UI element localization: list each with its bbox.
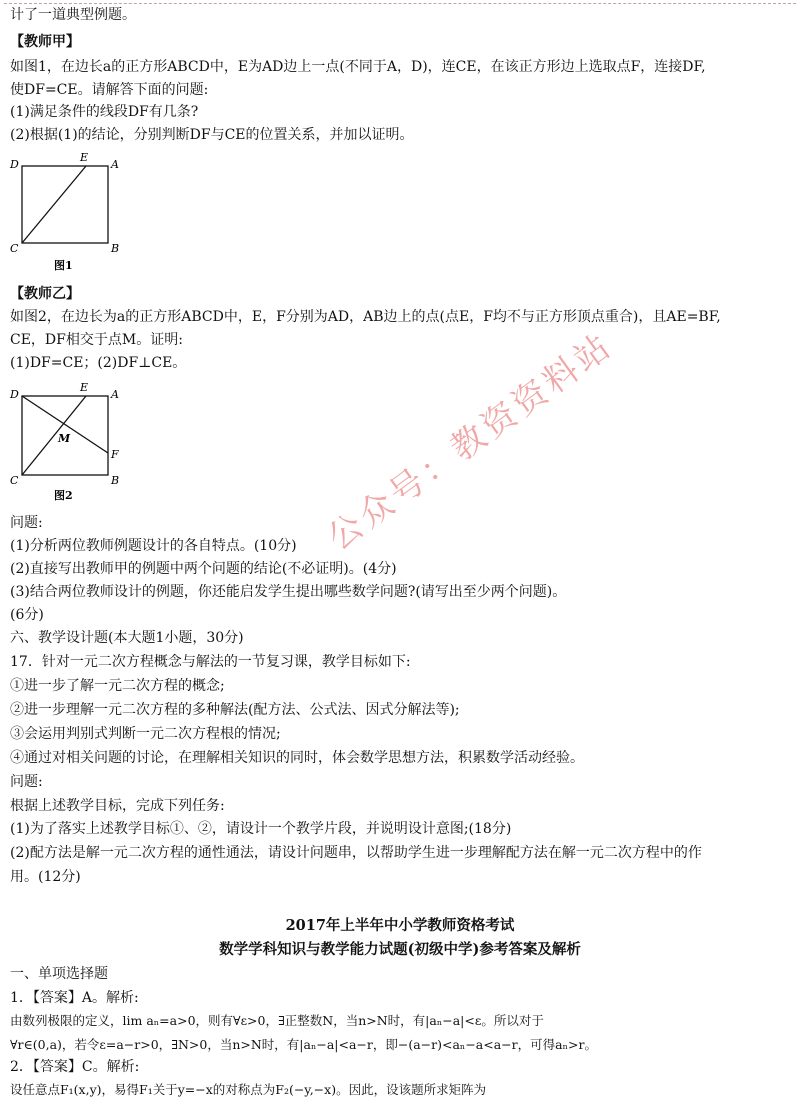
text-line: (3)结合两位教师设计的例题，你还能启发学生提出哪些数学问题?(请写出至少两个问题)。	[10, 584, 567, 600]
top-rule	[4, 3, 796, 4]
heading-teacher-a: 【教师甲】	[10, 34, 80, 50]
text-line: (6分)	[10, 607, 44, 623]
text-line: 根据上述教学目标，完成下列任务:	[10, 798, 225, 814]
label-c: C	[10, 242, 19, 255]
text-line: ∀r∈(0,a)，若令ε=a−r>0，∃N>0，当n>N时，有|aₙ−a|<a−r，即−(a−r)<aₙ−a<a−r，可得aₙ>r。	[10, 1037, 597, 1052]
text-line: (1)满足条件的线段DF有几条?	[10, 104, 199, 120]
text-line: 设任意点F₁(x,y)，易得F₁关于y=−x的对称点为F₂(−y,−x)。因此，设该题所求矩阵为	[10, 1082, 487, 1097]
label-d: D	[10, 388, 19, 401]
label-a: A	[111, 158, 119, 171]
section-heading: 六、教学设计题(本大题1小题，30分)	[10, 630, 244, 646]
segment-ce	[22, 396, 86, 475]
label-a: A	[111, 388, 119, 401]
answer-title-line-2: 数学学科知识与教学能力试题(初级中学)参考答案及解析	[219, 941, 581, 958]
figure-2	[8, 380, 128, 502]
label-e: E	[80, 151, 89, 164]
text-line: (1)DF=CE；(2)DF⊥CE。	[10, 355, 187, 371]
figure-2-caption: 图2	[54, 489, 73, 502]
square-abcd	[22, 166, 108, 243]
segment-ce	[22, 166, 86, 243]
heading-teacher-b: 【教师乙】	[10, 286, 80, 302]
text-line: (2)配方法是解一元二次方程的通性通法，请设计问题串，以帮助学生进一步理解配方法在解一元二次方程中的作	[10, 845, 702, 861]
text-line: CE，DF相交于点M。证明:	[10, 332, 183, 348]
text-line: 问题:	[10, 515, 43, 531]
figure-1	[8, 150, 128, 272]
text-line: (1)分析两位教师例题设计的各自特点。(10分)	[10, 538, 297, 554]
text-line: 使DF=CE。请解答下面的问题:	[10, 82, 209, 98]
text-line: (1)为了落实上述教学目标①、②，请设计一个教学片段，并说明设计意图;(18分)	[10, 821, 512, 837]
text-line: ③会运用判别式判断一元二次方程根的情况;	[10, 726, 281, 742]
text-line: 问题:	[10, 774, 43, 790]
text-line: (2)根据(1)的结论，分别判断DF与CE的位置关系，并加以证明。	[10, 127, 414, 143]
label-e: E	[80, 381, 89, 394]
text-line: 如图2，在边长为a的正方形ABCD中，E，F分别为AD，AB边上的点(点E，F均不与正方形顶点重合)，且AE=BF,	[10, 309, 721, 325]
text-line: 2．【答案】C。解析:	[10, 1059, 140, 1075]
figure-1-caption: 图1	[54, 259, 73, 272]
label-m: M	[58, 432, 71, 445]
text-line: ②进一步理解一元二次方程的多种解法(配方法、公式法、因式分解法等);	[10, 702, 460, 718]
label-b: B	[111, 474, 120, 487]
text-line: 用。(12分)	[10, 869, 81, 885]
label-f: F	[111, 448, 119, 461]
text-line: 1．【答案】A。解析:	[10, 990, 139, 1006]
label-b: B	[111, 242, 120, 255]
label-d: D	[10, 158, 19, 171]
answer-title-line-1: 2017年上半年中小学教师资格考试	[285, 917, 515, 934]
text-line: 17．针对一元二次方程概念与解法的一节复习课，教学目标如下:	[10, 654, 411, 670]
watermark: 公众号：教资资料站	[320, 325, 621, 559]
label-c: C	[10, 474, 19, 487]
text-line: ①进一步了解一元二次方程的概念;	[10, 678, 225, 694]
text-line: (2)直接写出教师甲的例题中两个问题的结论(不必证明)。(4分)	[10, 561, 397, 577]
text-line: 由数列极限的定义，lim aₙ=a>0，则有∀ε>0，∃正整数N，当n>N时，有|aₙ−a|<ε。所以对于	[10, 1013, 544, 1028]
section-heading: 一、单项选择题	[10, 966, 108, 982]
text-line: ④通过对相关问题的讨论，在理解相关知识的同时，体会数学思想方法，积累数学活动经验。	[10, 750, 584, 766]
text-line: 如图1，在边长a的正方形ABCD中，E为AD边上一点(不同于A，D)，连CE，在该正方形边上选取点F，连接DF,	[10, 59, 706, 75]
text-line: 计了一道典型例题。	[10, 7, 136, 23]
